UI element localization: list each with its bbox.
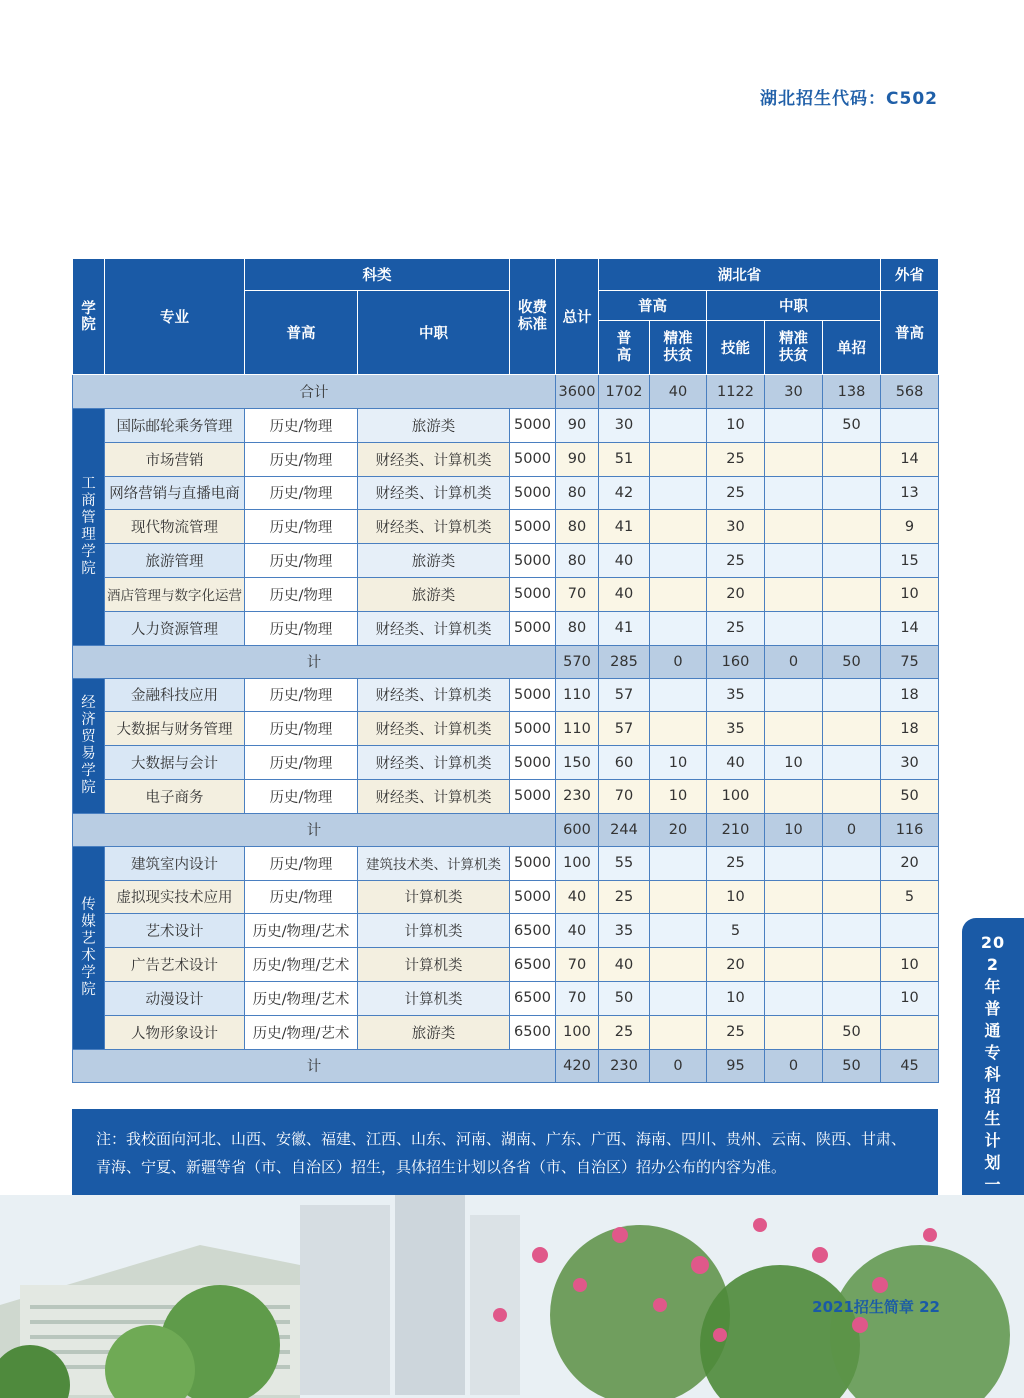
major-cell: 大数据与会计 [105,746,245,780]
subject-zz-cell: 计算机类 [358,880,510,914]
table-row [73,611,939,645]
table-row [73,779,939,813]
head-college: 学院 [73,259,105,375]
admission-code: 湖北招生代码：C502 [760,89,938,109]
outside-pg-cell: 15 [881,544,939,578]
head-zz-poverty: 精准扶贫 [765,321,823,375]
subject-zz-cell: 财经类、计算机类 [358,510,510,544]
grand-total-pg-poverty: 40 [650,375,707,409]
total-cell: 110 [556,678,599,712]
head-hubei: 湖北省 [599,259,881,291]
outside-pg-cell: 5 [881,880,939,914]
total-cell: 70 [556,577,599,611]
major-cell: 虚拟现实技术应用 [105,880,245,914]
subject-zz-cell: 财经类、计算机类 [358,678,510,712]
hubei-pg-cell: 50 [599,981,650,1015]
hubei-single-cell [823,510,881,544]
major-cell: 建筑室内设计 [105,846,245,880]
hubei-single-cell [823,948,881,982]
subject-zz-cell: 财经类、计算机类 [358,779,510,813]
major-cell: 电子商务 [105,779,245,813]
outside-pg-cell: 14 [881,442,939,476]
outside-pg-cell: 20 [881,846,939,880]
subtotal-total: 600 [556,813,599,846]
subtotal-total: 570 [556,645,599,678]
table-row [73,510,939,544]
table-row [73,476,939,510]
subject-zz-cell: 计算机类 [358,948,510,982]
head-subject-pg: 普高 [245,291,358,375]
subject-pg-cell: 历史/物理 [245,476,358,510]
hubei-zz-poverty-cell: 10 [765,746,823,780]
head-pg: 普高 [599,321,650,375]
college-name-text: 传媒艺术学院 [81,896,96,998]
hubei-skill-cell: 25 [707,476,765,510]
fee-cell: 5000 [510,746,556,780]
hubei-single-cell [823,577,881,611]
subtotal-total: 420 [556,1049,599,1082]
total-cell: 70 [556,981,599,1015]
enrollment-table [72,258,938,1083]
hubei-pg-poverty-cell [650,1015,707,1049]
subject-pg-cell: 历史/物理 [245,678,358,712]
hubei-pg-cell: 40 [599,544,650,578]
hubei-pg-cell: 35 [599,914,650,948]
total-cell: 100 [556,846,599,880]
total-cell: 70 [556,948,599,982]
outside-pg-cell: 10 [881,981,939,1015]
subtotal-outside: 116 [881,813,939,846]
subject-pg-cell: 历史/物理 [245,846,358,880]
major-cell: 旅游管理 [105,544,245,578]
subject-zz-cell: 旅游类 [358,1015,510,1049]
major-cell: 广告艺术设计 [105,948,245,982]
subtotal-label: 计 [73,813,556,846]
head-fee: 收费标准 [510,259,556,375]
subject-zz-cell: 计算机类 [358,981,510,1015]
major-cell: 动漫设计 [105,981,245,1015]
fee-cell: 5000 [510,577,556,611]
hubei-skill-cell: 25 [707,611,765,645]
subtotal-hubei-pg: 230 [599,1049,650,1082]
hubei-zz-poverty-cell [765,510,823,544]
hubei-skill-cell: 35 [707,678,765,712]
outside-pg-cell: 14 [881,611,939,645]
outside-pg-cell: 10 [881,577,939,611]
subject-pg-cell: 历史/物理 [245,779,358,813]
subtotal-outside: 45 [881,1049,939,1082]
subject-pg-cell: 历史/物理 [245,409,358,443]
hubei-pg-cell: 60 [599,746,650,780]
hubei-pg-poverty-cell [650,981,707,1015]
hubei-zz-poverty-cell [765,712,823,746]
outside-pg-cell [881,1015,939,1049]
outside-pg-cell: 50 [881,779,939,813]
subject-pg-cell: 历史/物理/艺术 [245,948,358,982]
major-cell: 国际邮轮乘务管理 [105,409,245,443]
hubei-skill-cell: 25 [707,846,765,880]
subject-zz-cell: 建筑技术类、计算机类 [358,846,510,880]
hubei-zz-poverty-cell [765,914,823,948]
hubei-pg-poverty-cell [650,409,707,443]
major-cell: 人力资源管理 [105,611,245,645]
hubei-zz-poverty-cell [765,476,823,510]
fee-cell: 5000 [510,846,556,880]
grand-total-skill: 1122 [707,375,765,409]
subject-pg-cell: 历史/物理 [245,510,358,544]
hubei-skill-cell: 25 [707,442,765,476]
hubei-zz-poverty-cell [765,981,823,1015]
fee-cell: 5000 [510,611,556,645]
hubei-single-cell [823,442,881,476]
hubei-pg-cell: 30 [599,409,650,443]
grand-total-label: 合计 [73,375,556,409]
college-name-text: 经济贸易学院 [81,694,96,796]
subtotal-row [73,645,939,678]
subject-zz-cell: 财经类、计算机类 [358,746,510,780]
head-outside: 外省 [881,259,939,291]
subtotal-single: 0 [823,813,881,846]
table-row [73,1015,939,1049]
hubei-pg-poverty-cell: 10 [650,746,707,780]
hubei-zz-poverty-cell [765,611,823,645]
side-tab-text: 202年普通专科招生计划一 [980,933,1006,1194]
grand-total-row [73,375,939,409]
head-outside-pg: 普高 [881,291,939,375]
hubei-single-cell [823,981,881,1015]
hubei-pg-poverty-cell [650,544,707,578]
college-name [73,846,105,1049]
major-cell: 市场营销 [105,442,245,476]
head-zz-single: 单招 [823,321,881,375]
hubei-single-cell [823,611,881,645]
outside-pg-cell: 18 [881,712,939,746]
subject-pg-cell: 历史/物理/艺术 [245,981,358,1015]
subtotal-label: 计 [73,1049,556,1082]
hubei-pg-poverty-cell [650,476,707,510]
hubei-pg-poverty-cell [650,510,707,544]
hubei-pg-poverty-cell [650,948,707,982]
hubei-pg-poverty-cell [650,577,707,611]
hubei-zz-poverty-cell [765,577,823,611]
hubei-skill-cell: 35 [707,712,765,746]
table-row [73,544,939,578]
hubei-pg-poverty-cell [650,880,707,914]
major-cell: 现代物流管理 [105,510,245,544]
hubei-pg-cell: 25 [599,880,650,914]
subject-zz-cell: 旅游类 [358,409,510,443]
hubei-pg-poverty-cell [650,442,707,476]
fee-cell: 5000 [510,544,556,578]
subject-pg-cell: 历史/物理 [245,577,358,611]
subtotal-skill: 210 [707,813,765,846]
fee-cell: 5000 [510,880,556,914]
fee-cell: 6500 [510,948,556,982]
subtotal-hubei-pg-poverty: 20 [650,813,707,846]
subject-zz-cell: 旅游类 [358,577,510,611]
hubei-pg-poverty-cell: 10 [650,779,707,813]
subject-zz-cell: 财经类、计算机类 [358,712,510,746]
hubei-zz-poverty-cell [765,544,823,578]
hubei-zz-poverty-cell [765,409,823,443]
hubei-skill-cell: 10 [707,981,765,1015]
hubei-zz-poverty-cell [765,1015,823,1049]
major-cell: 网络营销与直播电商 [105,476,245,510]
subtotal-zz-poverty: 0 [765,645,823,678]
table-row [73,981,939,1015]
subject-pg-cell: 历史/物理/艺术 [245,1015,358,1049]
table-row [73,880,939,914]
college-name-text: 工商管理学院 [81,475,96,577]
grand-total-total: 3600 [556,375,599,409]
subtotal-label: 计 [73,645,556,678]
table-row [73,746,939,780]
subtotal-hubei-pg-poverty: 0 [650,1049,707,1082]
head-hubei-pg: 普高 [599,291,707,321]
subtotal-single: 50 [823,1049,881,1082]
hubei-single-cell [823,846,881,880]
major-cell: 大数据与财务管理 [105,712,245,746]
hubei-skill-cell: 10 [707,880,765,914]
subject-zz-cell: 财经类、计算机类 [358,442,510,476]
table-row [73,914,939,948]
hubei-skill-cell: 25 [707,1015,765,1049]
total-cell: 80 [556,476,599,510]
subject-zz-cell: 财经类、计算机类 [358,476,510,510]
total-cell: 80 [556,510,599,544]
fee-cell: 5000 [510,779,556,813]
head-pg-poverty: 精准扶贫 [650,321,707,375]
subject-pg-cell: 历史/物理/艺术 [245,914,358,948]
grand-total-outside: 568 [881,375,939,409]
subtotal-outside: 75 [881,645,939,678]
outside-pg-cell: 13 [881,476,939,510]
subtotal-single: 50 [823,645,881,678]
hubei-single-cell [823,746,881,780]
subtotal-hubei-pg: 285 [599,645,650,678]
subject-pg-cell: 历史/物理 [245,611,358,645]
total-cell: 90 [556,442,599,476]
fee-cell: 5000 [510,510,556,544]
table-row [73,678,939,712]
hubei-pg-cell: 40 [599,948,650,982]
subject-pg-cell: 历史/物理 [245,442,358,476]
hubei-pg-cell: 41 [599,510,650,544]
hubei-pg-cell: 41 [599,611,650,645]
hubei-pg-cell: 40 [599,577,650,611]
outside-pg-cell [881,409,939,443]
hubei-single-cell [823,880,881,914]
hubei-pg-cell: 70 [599,779,650,813]
subject-pg-cell: 历史/物理 [245,544,358,578]
subject-pg-cell: 历史/物理 [245,880,358,914]
hubei-pg-cell: 57 [599,678,650,712]
hubei-pg-cell: 25 [599,1015,650,1049]
hubei-pg-poverty-cell [650,846,707,880]
fee-cell: 6500 [510,914,556,948]
total-cell: 100 [556,1015,599,1049]
total-cell: 40 [556,914,599,948]
hubei-zz-poverty-cell [765,779,823,813]
table-row [73,948,939,982]
outside-pg-cell: 10 [881,948,939,982]
hubei-single-cell: 50 [823,1015,881,1049]
fee-cell: 5000 [510,409,556,443]
grand-total-pg: 1702 [599,375,650,409]
fee-cell: 5000 [510,678,556,712]
hubei-single-cell [823,914,881,948]
subtotal-hubei-pg-poverty: 0 [650,645,707,678]
major-cell: 酒店管理与数字化运营 [105,577,245,611]
major-cell: 金融科技应用 [105,678,245,712]
hubei-pg-poverty-cell [650,611,707,645]
subject-zz-cell: 计算机类 [358,914,510,948]
hubei-pg-cell: 57 [599,712,650,746]
hubei-zz-poverty-cell [765,880,823,914]
fee-cell: 5000 [510,442,556,476]
hubei-pg-cell: 42 [599,476,650,510]
hubei-zz-poverty-cell [765,948,823,982]
hubei-skill-cell: 10 [707,409,765,443]
subject-pg-cell: 历史/物理 [245,712,358,746]
hubei-single-cell: 50 [823,409,881,443]
subtotal-skill: 160 [707,645,765,678]
table-row [73,409,939,443]
total-cell: 80 [556,611,599,645]
outside-pg-cell: 18 [881,678,939,712]
outside-pg-cell: 9 [881,510,939,544]
hubei-pg-poverty-cell [650,914,707,948]
subtotal-row [73,1049,939,1082]
hubei-skill-cell: 20 [707,577,765,611]
hubei-single-cell [823,779,881,813]
hubei-pg-poverty-cell [650,678,707,712]
subtotal-zz-poverty: 0 [765,1049,823,1082]
college-name [73,678,105,813]
fee-cell: 6500 [510,1015,556,1049]
subject-zz-cell: 财经类、计算机类 [358,611,510,645]
subject-pg-cell: 历史/物理 [245,746,358,780]
hubei-skill-cell: 100 [707,779,765,813]
head-zz-skill: 技能 [707,321,765,375]
college-name [73,409,105,646]
total-cell: 40 [556,880,599,914]
total-cell: 150 [556,746,599,780]
note-box: 注：我校面向河北、山西、安徽、福建、江西、山东、河南、湖南、广东、广西、海南、四川、贵州、云南、陕西、甘肃、青海、宁夏、新疆等省（市、自治区）招生，具体招生计划以各省（市、自治区）招办公布的内容为准。 [72,1109,938,1195]
hubei-single-cell [823,476,881,510]
fee-cell: 5000 [510,476,556,510]
head-hubei-zz: 中职 [707,291,881,321]
table-row [73,577,939,611]
fee-cell: 6500 [510,981,556,1015]
subtotal-row [73,813,939,846]
hubei-zz-poverty-cell [765,442,823,476]
head-total: 总计 [556,259,599,375]
hubei-single-cell [823,712,881,746]
total-cell: 90 [556,409,599,443]
subject-zz-cell: 旅游类 [358,544,510,578]
hubei-skill-cell: 40 [707,746,765,780]
hubei-skill-cell: 30 [707,510,765,544]
head-subject: 科类 [245,259,510,291]
hubei-skill-cell: 25 [707,544,765,578]
subtotal-hubei-pg: 244 [599,813,650,846]
table-row [73,442,939,476]
grand-total-zz-poverty: 30 [765,375,823,409]
hubei-zz-poverty-cell [765,846,823,880]
outside-pg-cell [881,914,939,948]
total-cell: 80 [556,544,599,578]
hubei-skill-cell: 5 [707,914,765,948]
fee-cell: 5000 [510,712,556,746]
hubei-single-cell [823,544,881,578]
hubei-pg-poverty-cell [650,712,707,746]
grand-total-single: 138 [823,375,881,409]
subtotal-zz-poverty: 10 [765,813,823,846]
major-cell: 艺术设计 [105,914,245,948]
hubei-pg-cell: 55 [599,846,650,880]
table-row [73,846,939,880]
total-cell: 110 [556,712,599,746]
subtotal-skill: 95 [707,1049,765,1082]
hubei-pg-cell: 51 [599,442,650,476]
hubei-single-cell [823,678,881,712]
table-row [73,712,939,746]
outside-pg-cell: 30 [881,746,939,780]
footer-page: 2021招生简章 22 [812,1298,940,1316]
head-major: 专业 [105,259,245,375]
total-cell: 230 [556,779,599,813]
head-subject-zz: 中职 [358,291,510,375]
hubei-skill-cell: 20 [707,948,765,982]
hubei-zz-poverty-cell [765,678,823,712]
major-cell: 人物形象设计 [105,1015,245,1049]
